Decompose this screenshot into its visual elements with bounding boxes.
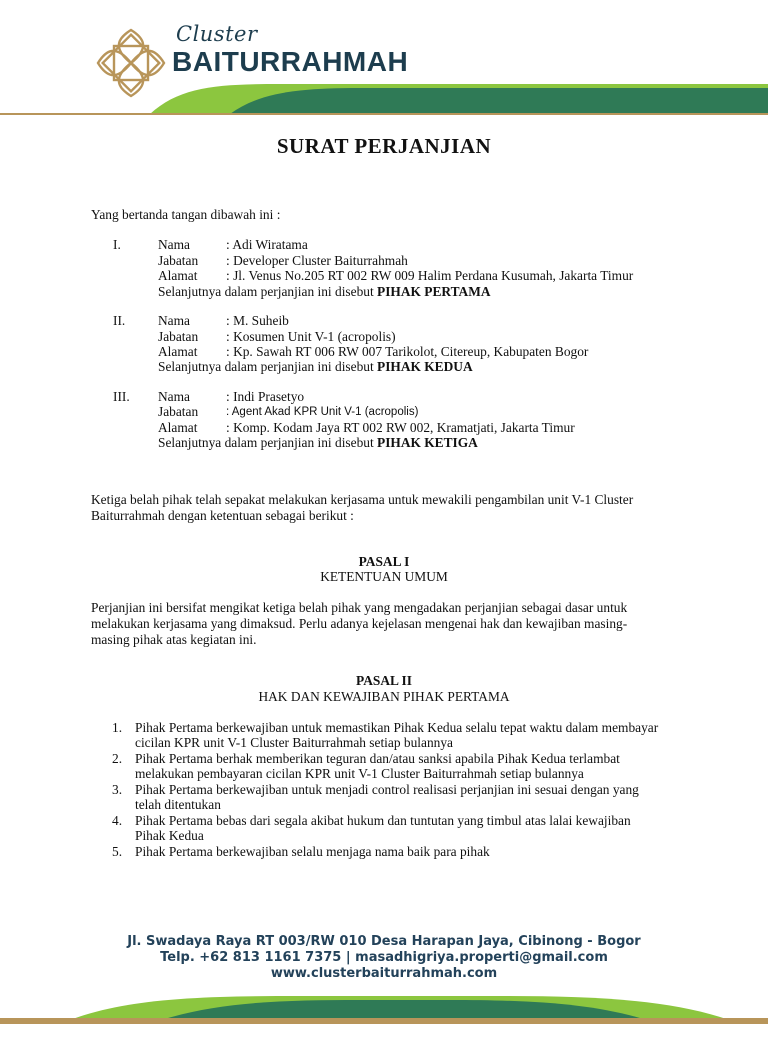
paragraph-line: melakukan kerjasama yang dimaksud. Perlu adanya kejelasan mengenai hak dan kewajiban masing- — [91, 616, 628, 631]
field-value: : Kp. Sawah RT 006 RW 007 Tarikolot, Citereup, Kabupaten Bogor — [226, 344, 589, 359]
intro-text: Yang bertanda tangan dibawah ini : — [91, 207, 281, 222]
field-label: Nama — [158, 389, 190, 404]
letterhead-header — [0, 0, 768, 118]
designation-name: PIHAK KEDUA — [377, 359, 473, 374]
list-item-line: melakukan pembayaran cicilan KPR unit V-1 Cluster Baiturrahmah setiap bulannya — [135, 766, 584, 781]
field-label: Jabatan — [158, 253, 199, 268]
paragraph-line: Perjanjian ini bersifat mengikat ketiga belah pihak yang mengadakan perjanjian sebagai dasar untuk — [91, 600, 628, 615]
party-numeral: III. — [113, 389, 130, 404]
field-value: : M. Suheib — [226, 313, 289, 328]
field-label: Jabatan — [158, 329, 199, 344]
party-designation — [158, 359, 473, 374]
list-item-number: 3. — [112, 782, 123, 797]
brand-subtitle: Cluster — [176, 22, 258, 46]
brand-name: BAITURRAHMAH — [172, 46, 409, 77]
paragraph-line: Baiturrahmah dengan ketentuan sebagai berikut : — [91, 508, 354, 523]
list-item-line: Pihak Pertama berkewajiban untuk memastikan Pihak Kedua selalu tepat waktu dalam membayar — [135, 720, 659, 735]
paragraph-line: masing pihak atas kegiatan ini. — [91, 632, 257, 647]
header-decorative-band — [0, 80, 768, 116]
list-item-line: Pihak Pertama bebas dari segala akibat hukum dan tuntutan yang timbul atas lalai kewajiban — [135, 813, 631, 828]
footer-decorative-band — [0, 984, 768, 1046]
pasal-2-heading: PASAL II — [356, 673, 412, 688]
footer-contact: Telp. +62 813 1161 7375 | masadhigriya.properti@gmail.com — [160, 950, 608, 965]
field-value: : Jl. Venus No.205 RT 002 RW 009 Halim Perdana Kusumah, Jakarta Timur — [226, 268, 634, 283]
party-numeral: I. — [113, 237, 121, 252]
field-value: : Komp. Kodam Jaya RT 002 RW 002, Kramatjati, Jakarta Timur — [226, 420, 575, 435]
paragraph-line: Ketiga belah pihak telah sepakat melakukan kerjasama untuk mewakili pengambilan unit V-1 Cluster — [91, 492, 634, 507]
party-designation — [158, 435, 478, 450]
pasal-1-heading: PASAL I — [358, 554, 410, 569]
field-value: : Adi Wiratama — [226, 237, 308, 252]
field-value: : Developer Cluster Baiturrahmah — [226, 253, 408, 268]
designation-prefix: Selanjutnya dalam perjanjian ini disebut — [158, 359, 378, 374]
document-title: SURAT PERJANJIAN — [276, 134, 492, 158]
field-value: : Kosumen Unit V-1 (acropolis) — [226, 329, 396, 344]
list-item-number: 1. — [112, 720, 123, 735]
designation-name: PIHAK PERTAMA — [377, 284, 491, 299]
field-label: Nama — [158, 237, 190, 252]
footer-website: www.clusterbaiturrahmah.com — [270, 966, 498, 981]
list-item-line: cicilan KPR unit V-1 Cluster Baiturrahmah setiap bulannya — [135, 735, 453, 750]
party-numeral: II. — [113, 313, 126, 328]
list-item-line: telah ditentukan — [135, 797, 221, 812]
designation-name: PIHAK KETIGA — [377, 435, 478, 450]
field-label: Alamat — [158, 344, 198, 359]
list-item-number: 2. — [112, 751, 123, 766]
pasal-2-subheading: HAK DAN KEWAJIBAN PIHAK PERTAMA — [258, 689, 510, 704]
list-item-line: Pihak Kedua — [135, 828, 204, 843]
pasal-1-subheading: KETENTUAN UMUM — [320, 569, 448, 584]
field-label: Jabatan — [158, 404, 199, 419]
list-item-number: 4. — [112, 813, 123, 828]
field-label: Alamat — [158, 268, 198, 283]
designation-prefix: Selanjutnya dalam perjanjian ini disebut — [158, 435, 378, 450]
party-designation — [158, 284, 491, 299]
designation-prefix: Selanjutnya dalam perjanjian ini disebut — [158, 284, 378, 299]
footer-address: Jl. Swadaya Raya RT 003/RW 010 Desa Harapan Jaya, Cibinong - Bogor — [127, 934, 641, 949]
field-label: Alamat — [158, 420, 198, 435]
list-item-line: Pihak Pertama berhak memberikan teguran dan/atau sanksi apabila Pihak Kedua terlambat — [135, 751, 620, 766]
list-item-line: Pihak Pertama berkewajiban untuk menjadi control realisasi perjanjian ini sesuai dengan yang — [135, 782, 639, 797]
field-label: Nama — [158, 313, 190, 328]
list-item-line: Pihak Pertama berkewajiban selalu menjaga nama baik para pihak — [135, 844, 490, 859]
field-value: : Indi Prasetyo — [226, 389, 305, 404]
field-value: : Agent Akad KPR Unit V-1 (acropolis) — [226, 406, 419, 418]
list-item-number: 5. — [112, 844, 123, 859]
